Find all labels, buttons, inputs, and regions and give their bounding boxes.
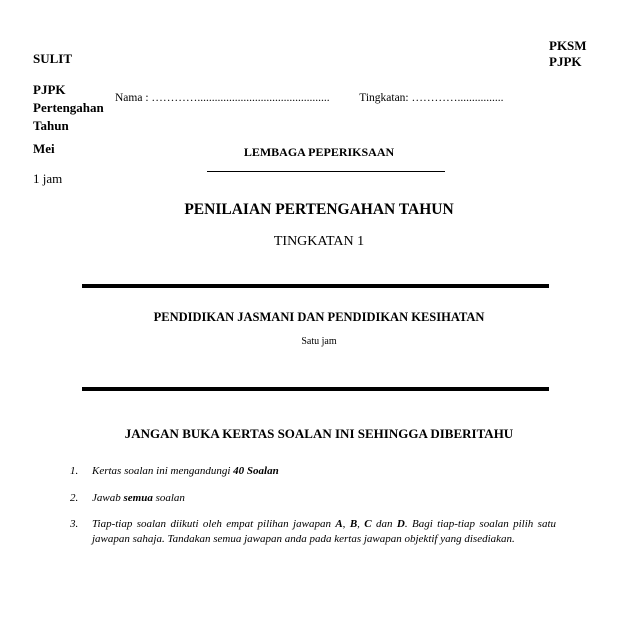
subject-duration: Satu jam: [301, 336, 337, 347]
divider-bottom: [82, 387, 549, 391]
subject-code-line: PJPK: [33, 82, 66, 97]
exam-title: PENILAIAN PERTENGAHAN TAHUN: [184, 201, 454, 218]
divider-top: [82, 284, 549, 288]
option-b: B: [349, 518, 358, 530]
instruction-text: dan: [371, 518, 397, 530]
instruction-number: 3.: [70, 518, 79, 530]
name-field[interactable]: Nama : …………..............................................: [115, 92, 330, 104]
instruction-number: 1.: [70, 465, 79, 477]
form-field[interactable]: Tingkatan: …………................: [359, 92, 504, 104]
instruction-text: . Bagi tiap-tiap soalan pilih satu jawapan sahaja. Tandakan semua jawapan anda pada kertas jawapan objektif yang disediakan.: [92, 518, 557, 545]
subject-code-line: Pertengahan: [33, 100, 104, 115]
instruction-text: Kertas soalan ini mengandungi: [92, 465, 234, 477]
student-fields: [115, 92, 504, 104]
subject-code: [33, 81, 104, 135]
exam-board: LEMBAGA PEPERIKSAAN: [243, 145, 395, 159]
board-underline: [207, 171, 445, 172]
do-not-open-warning: JANGAN BUKA KERTAS SOALAN INI SEHINGGA DIBERITAHU: [124, 426, 514, 441]
instruction-text: soalan: [152, 492, 185, 504]
exam-month: Mei: [33, 141, 55, 156]
form-level: TINGKATAN 1: [273, 234, 365, 249]
instruction-emphasis: 40 Soalan: [233, 465, 279, 477]
instruction-text: Tiap-tiap soalan diikuti oleh empat pilihan jawapan: [92, 518, 336, 530]
subject-code-line: Tahun: [33, 118, 69, 133]
option-c: C: [364, 518, 372, 530]
instruction-number: 2.: [70, 492, 79, 504]
instruction-item: [70, 491, 556, 506]
confidential-label: SULIT: [33, 51, 73, 66]
option-d: D: [396, 518, 405, 530]
top-right-line: PJPK: [549, 54, 582, 69]
option-a: A: [335, 518, 343, 530]
top-right-line: PKSM: [549, 38, 587, 53]
instruction-item: [70, 517, 557, 547]
instruction-emphasis: semua: [123, 492, 153, 504]
instruction-text: Jawab: [92, 492, 124, 504]
instruction-text: ,: [342, 518, 350, 530]
instruction-item: [70, 464, 556, 479]
exam-duration: 1 jam: [33, 171, 63, 186]
top-right-code: [549, 38, 587, 70]
subject-title: PENDIDIKAN JASMANI DAN PENDIDIKAN KESIHATAN: [153, 310, 485, 324]
instruction-text: ,: [357, 518, 365, 530]
